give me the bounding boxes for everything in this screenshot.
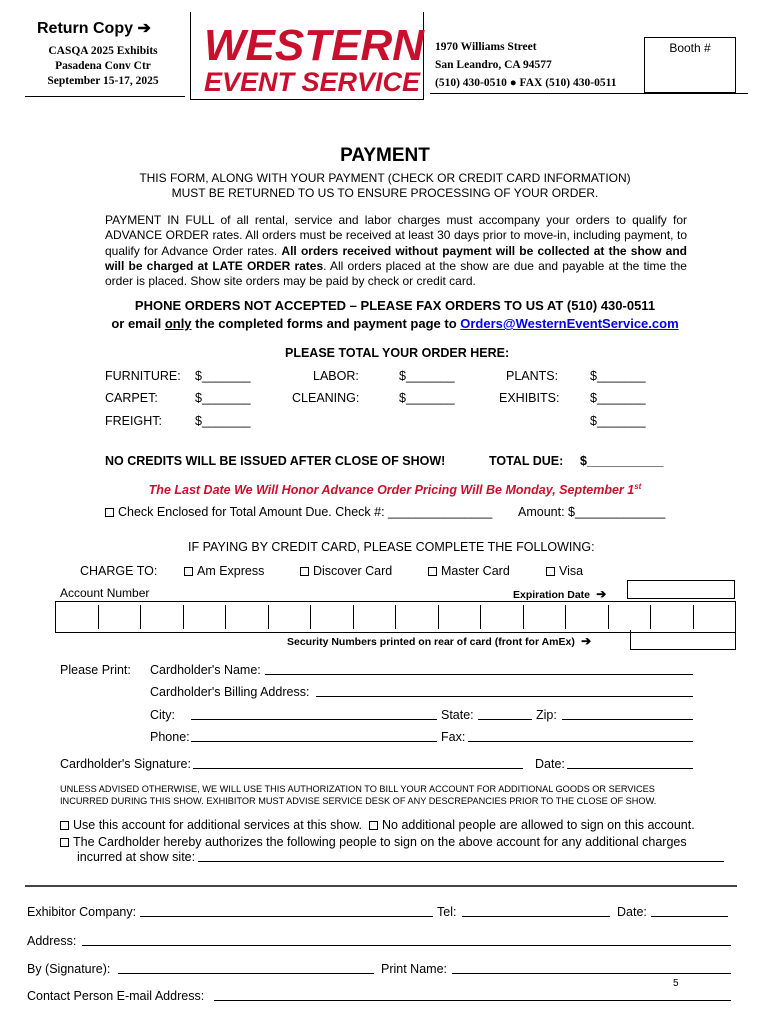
email-pre: or email: [111, 316, 165, 331]
digit-cell[interactable]: [566, 605, 609, 629]
cardholder-name-field[interactable]: [265, 663, 693, 675]
mastercard-checkbox[interactable]: [428, 567, 437, 576]
please-print-label: Please Print:: [60, 663, 131, 677]
labor-label: LABOR:: [313, 369, 359, 383]
contact-email-field[interactable]: [214, 989, 731, 1001]
amex-checkbox[interactable]: [184, 567, 193, 576]
digit-cell[interactable]: [609, 605, 652, 629]
by-signature-label: By (Signature):: [27, 962, 111, 976]
furniture-label: FURNITURE:: [105, 369, 181, 383]
fax-field[interactable]: [468, 730, 693, 742]
no-credits-notice: NO CREDITS WILL BE ISSUED AFTER CLOSE OF SHOW!: [105, 454, 446, 468]
para-part-1: PAYMENT IN FULL of all rental, service and labor charges must accompany your orders to qualify for ADVANCE ORDER rates. All orders must be received at least 30 days prior to move-in, including payment, to qualify for Advance Order rates.: [105, 213, 687, 258]
furniture-amount-field[interactable]: $_______: [195, 369, 251, 383]
by-signature-field[interactable]: [118, 962, 374, 974]
authorized-people-field[interactable]: [198, 850, 724, 862]
zip-field[interactable]: [562, 708, 693, 720]
total-order-header: PLEASE TOTAL YOUR ORDER HERE:: [285, 346, 510, 360]
phone-field[interactable]: [191, 730, 437, 742]
charge-to-label: CHARGE TO:: [80, 564, 158, 578]
digit-cell[interactable]: [524, 605, 567, 629]
billing-address-label: Cardholder's Billing Address:: [150, 685, 310, 699]
zip-label: Zip:: [536, 708, 557, 722]
mastercard-label: Master Card: [441, 564, 510, 578]
state-field[interactable]: [478, 708, 532, 720]
total-due-label: TOTAL DUE:: [489, 454, 564, 468]
digit-cell[interactable]: [184, 605, 227, 629]
exhibits-label: EXHIBITS:: [499, 391, 560, 405]
cardholder-name-label: Cardholder's Name:: [150, 663, 261, 677]
arrow-right-icon: ➔: [592, 587, 607, 601]
show-info: [28, 44, 178, 89]
no-additional-checkbox[interactable]: [369, 821, 378, 830]
page-number: 5: [673, 978, 679, 989]
extra-amount-field[interactable]: $_______: [590, 414, 646, 428]
footer-date-field[interactable]: [651, 905, 728, 917]
show-name: CASQA 2025 Exhibits: [48, 45, 158, 57]
booth-label: Booth #: [669, 41, 711, 55]
card-option-amex[interactable]: [184, 564, 264, 578]
freight-label: FREIGHT:: [105, 414, 162, 428]
venue: Pasadena Conv Ctr: [55, 60, 151, 72]
carpet-amount-field[interactable]: $_______: [195, 391, 251, 405]
security-number-label: [287, 634, 591, 648]
email-only: only: [164, 316, 192, 331]
authorization-notice: [60, 783, 656, 807]
authorization-line-2: INCURRED DURING THIS SHOW. EXHIBITOR MUST ADVISE SERVICE DESK OF ANY DESCREPANCIES PRIOR TO THE CLOSE OF SHOW.: [60, 796, 657, 806]
page-title: PAYMENT: [340, 145, 430, 166]
booth-number-field[interactable]: [644, 37, 736, 93]
check-enclosed-row: [105, 505, 492, 519]
advance-pricing-deadline: [0, 482, 770, 497]
digit-cell[interactable]: [481, 605, 524, 629]
phone-label: Phone:: [150, 730, 190, 744]
tel-field[interactable]: [462, 905, 610, 917]
digit-cell[interactable]: [651, 605, 694, 629]
card-option-visa[interactable]: [546, 564, 583, 578]
deadline-suffix: st: [634, 482, 642, 491]
print-name-field[interactable]: [452, 962, 731, 974]
use-account-row: [60, 818, 695, 832]
signature-date-field[interactable]: [567, 757, 693, 769]
address-field[interactable]: [82, 934, 731, 946]
section-divider: [25, 885, 737, 887]
authorization-line-1: UNLESS ADVISED OTHERWISE, WE WILL USE THIS AUTHORIZATION TO BILL YOUR ACCOUNT FOR ADDITIONAL GOODS OR SERVICES: [60, 784, 655, 794]
email-mid: the completed forms and payment page to: [191, 316, 461, 331]
discover-checkbox[interactable]: [300, 567, 309, 576]
authorize-line-2: incurred at show site:: [77, 850, 196, 864]
labor-amount-field[interactable]: $_______: [399, 369, 455, 383]
plants-amount-field[interactable]: $_______: [590, 369, 646, 383]
signature-label: Cardholder's Signature:: [60, 757, 191, 771]
digit-cell[interactable]: [226, 605, 269, 629]
signature-field[interactable]: [193, 757, 523, 769]
subtitle: [0, 171, 770, 201]
carpet-label: CARPET:: [105, 391, 158, 405]
digit-cell[interactable]: [56, 605, 99, 629]
security-number-field[interactable]: [630, 630, 736, 650]
use-account-checkbox[interactable]: [60, 821, 69, 830]
authorize-row: [60, 835, 687, 849]
contact-email-label: Contact Person E-mail Address:: [27, 989, 205, 1003]
check-amount-field[interactable]: Amount: $_____________: [518, 505, 666, 519]
subtitle-line-2: MUST BE RETURNED TO US TO ENSURE PROCESSING OF YOUR ORDER.: [171, 186, 599, 200]
email-notice: [0, 316, 770, 331]
billing-address-field[interactable]: [316, 685, 693, 697]
expiration-date-text: Expiration Date: [513, 589, 591, 601]
digit-cell[interactable]: [141, 605, 184, 629]
security-number-text: Security Numbers printed on rear of card (front for AmEx): [287, 636, 575, 648]
digit-cell[interactable]: [694, 605, 736, 629]
check-enclosed-label: Check Enclosed for Total Amount Due. Check #: _______________: [118, 505, 493, 519]
para-part-2: . All orders placed at the show are due and payable at the time the order is placed. Show site orders may be paid by check or credit card.: [105, 258, 687, 289]
city-field[interactable]: [191, 708, 437, 720]
visa-label: Visa: [559, 564, 584, 578]
address-city: San Leandro, CA 94577: [435, 59, 552, 71]
freight-amount-field[interactable]: $_______: [195, 414, 251, 428]
authorize-label: The Cardholder hereby authorizes the following people to sign on the above account for any additional charges: [73, 835, 687, 849]
authorize-checkbox[interactable]: [60, 838, 69, 847]
subtitle-line-1: THIS FORM, ALONG WITH YOUR PAYMENT (CHECK OR CREDIT CARD INFORMATION): [139, 171, 631, 185]
visa-checkbox[interactable]: [546, 567, 555, 576]
digit-cell[interactable]: [354, 605, 397, 629]
digit-cell[interactable]: [439, 605, 482, 629]
address-street: 1970 Williams Street: [435, 41, 537, 53]
exhibitor-company-field[interactable]: [140, 905, 433, 917]
cleaning-label: CLEANING:: [292, 391, 360, 405]
digit-cell[interactable]: [396, 605, 439, 629]
company-address: [435, 38, 616, 92]
check-enclosed-checkbox[interactable]: [105, 508, 114, 517]
deadline-text: The Last Date We Will Honor Advance Order Pricing Will Be Monday, September 1: [148, 483, 635, 498]
address-label: Address:: [27, 934, 77, 948]
card-option-mastercard[interactable]: [428, 564, 510, 578]
return-copy-label: Return Copy ➔: [37, 20, 151, 37]
logo-western: WESTERN: [204, 21, 424, 70]
expiration-date-field[interactable]: [627, 580, 735, 599]
footer-date-label: Date:: [617, 905, 647, 919]
cleaning-amount-field[interactable]: $_______: [399, 391, 455, 405]
payment-terms-paragraph: [105, 213, 687, 289]
header-divider-left: [25, 96, 185, 97]
exhibitor-company-label: Exhibitor Company:: [27, 905, 137, 919]
state-label: State:: [441, 708, 474, 722]
plants-label: PLANTS:: [506, 369, 559, 383]
logo-event-service: EVENT SERVICE: [204, 67, 421, 97]
tel-label: Tel:: [437, 905, 457, 919]
exhibits-amount-field[interactable]: $_______: [590, 391, 646, 405]
card-option-discover[interactable]: [300, 564, 392, 578]
orders-email-link[interactable]: Orders@WesternEventService.com: [460, 316, 679, 331]
credit-card-header: IF PAYING BY CREDIT CARD, PLEASE COMPLETE THE FOLLOWING:: [188, 540, 595, 554]
digit-cell[interactable]: [269, 605, 312, 629]
address-phone: (510) 430-0510 ● FAX (510) 430-0511: [435, 77, 617, 89]
print-name-label: Print Name:: [381, 962, 447, 976]
amex-label: Am Express: [197, 564, 265, 578]
digit-cell[interactable]: [99, 605, 142, 629]
signature-date-label: Date:: [535, 757, 565, 771]
digit-cell[interactable]: [311, 605, 354, 629]
total-due-field[interactable]: $___________: [580, 454, 664, 468]
para-bold: All orders received without payment will be collected at the show and will be charged at LATE ORDER rates: [105, 243, 687, 273]
fax-label: Fax:: [441, 730, 466, 744]
phone-orders-notice: PHONE ORDERS NOT ACCEPTED – PLEASE FAX ORDERS TO US AT (510) 430-0511: [134, 298, 656, 313]
arrow-right-icon: ➔: [577, 634, 592, 648]
no-additional-label: No additional people are allowed to sign on this account.: [382, 818, 695, 832]
expiration-date-label: [513, 587, 606, 601]
city-label: City:: [150, 708, 175, 722]
show-dates: September 15-17, 2025: [47, 75, 159, 87]
use-account-label: Use this account for additional services at this show.: [73, 818, 363, 832]
account-number-grid[interactable]: [55, 601, 736, 633]
discover-label: Discover Card: [313, 564, 393, 578]
account-number-label: Account Number: [60, 586, 150, 600]
header-divider-right: [430, 93, 748, 94]
